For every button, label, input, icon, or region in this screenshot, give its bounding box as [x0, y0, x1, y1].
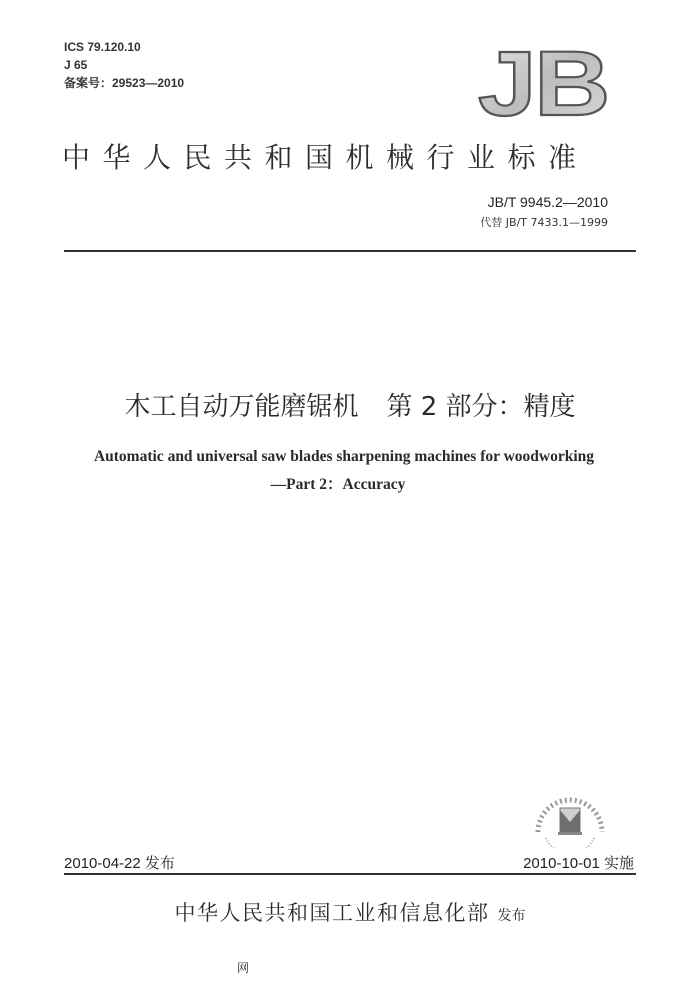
standard-number: JB/T 9945.2—2010: [487, 194, 608, 210]
title-chinese: [0, 386, 700, 423]
standard-type-line: 中华人民共和国机械行业标准: [62, 141, 589, 174]
title-chinese-main: 木工自动万能磨锯机: [124, 392, 359, 422]
issue-date: 2010-04-22 发布: [64, 855, 175, 872]
replaces-standard: 代替 JB/T 7433.1—1999: [480, 216, 608, 229]
filing-number: 备案号：29523—2010: [64, 76, 185, 90]
implementation-date: 2010-10-01 实施: [523, 855, 634, 872]
issuer-line: [0, 897, 700, 927]
jb-logo-text: JB: [478, 42, 608, 120]
ics-code: ICS 79.120.10: [64, 40, 141, 54]
publisher-seal-icon: [532, 788, 608, 848]
title-english-line2: —Part 2：Accuracy: [270, 476, 406, 493]
bottom-divider: [64, 873, 636, 875]
ccs-code: J 65: [64, 58, 88, 72]
jb-logo: [476, 42, 610, 120]
issuer-name: 中华人民共和国工业和信息化部: [174, 901, 490, 925]
top-divider: [64, 250, 636, 252]
footer-mark: 网: [236, 961, 249, 975]
title-english-line1: Automatic and universal saw blades sharpening machines for woodworking: [93, 448, 595, 465]
issuer-verb: 发布: [497, 908, 526, 924]
title-chinese-part: 第 2 部分：精度: [386, 392, 576, 422]
classification-codes: [64, 38, 184, 92]
